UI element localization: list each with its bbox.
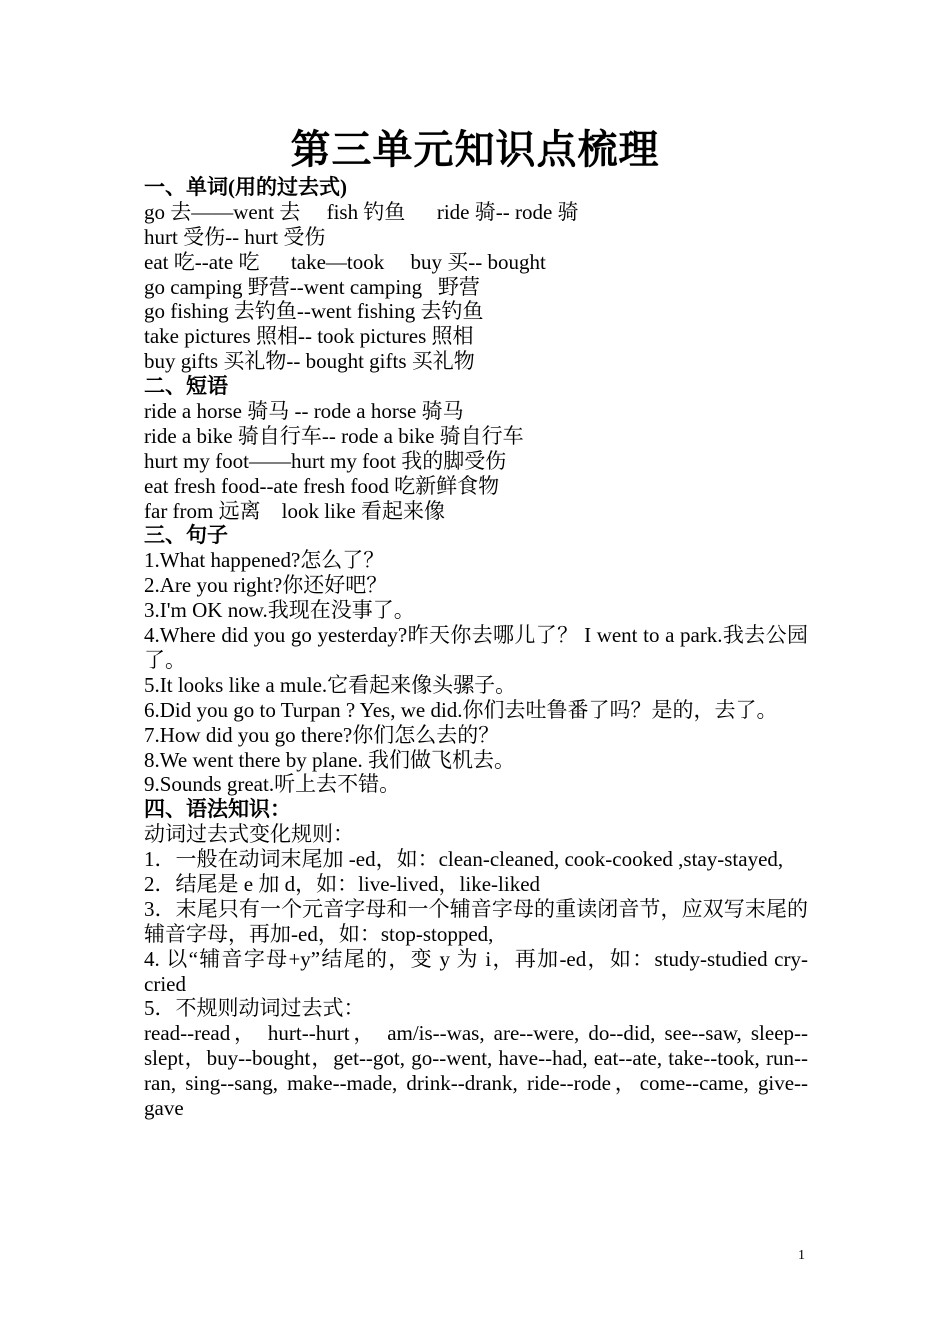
section-heading-sentences: 三、句子 [144, 523, 228, 548]
text-line: eat fresh food--ate fresh food 吃新鲜食物 [144, 473, 500, 498]
text-line: go fishing 去钓鱼--went fishing 去钓鱼 [144, 299, 484, 324]
section-heading-words: 一、单词(用的过去式) [144, 175, 347, 199]
text-line: take pictures 照相-- took pictures 照相 [144, 324, 474, 349]
text-line: 9.Sounds great.听上去不错。 [144, 772, 401, 797]
text-line: 1．一般在动词末尾加 -ed，如：clean-cleaned, cook-cooked ,stay-stayed, [144, 847, 784, 872]
text-line: ride a horse 骑马 -- rode a horse 骑马 [144, 399, 464, 424]
text-line: buy gifts 买礼物-- bought gifts 买礼物 [144, 349, 475, 374]
text-line: hurt my foot——hurt my foot 我的脚受伤 [144, 448, 507, 473]
text-line: eat 吃--ate 吃 take—took buy 买-- bought [144, 249, 546, 274]
text-paragraph: 4. 以“辅音字母+y”结尾的，变 y 为 i，再加-ed，如：study-studied cry-cried [144, 946, 808, 996]
text-line: 7.How did you go there?你们怎么去的？ [144, 722, 500, 747]
text-paragraph: 3．末尾只有一个元音字母和一个辅音字母的重读闭音节，应双写末尾的辅音字母，再加-ed，如：stop-stopped, [144, 896, 808, 946]
text-line: 动词过去式变化规则： [144, 822, 354, 847]
text-line: 6.Did you go to Turpan ? Yes, we did.你们去吐鲁番了吗？是的，去了。 [144, 697, 778, 722]
text-line: 5．不规则动词过去式： [144, 996, 365, 1021]
text-paragraph: 4.Where did you go yesterday?昨天你去哪儿了？ I went to a park.我去公园了。 [144, 623, 808, 672]
text-line: 8.We went there by plane. 我们做飞机去。 [144, 747, 515, 772]
text-line: go 去——went 去 fish 钓鱼 ride 骑-- rode 骑 [144, 199, 579, 224]
text-line: go camping 野营--went camping 野营 [144, 274, 480, 299]
page-number: 1 [798, 1248, 805, 1263]
text-line: 2．结尾是 e 加 d，如：live-lived，like-liked [144, 871, 541, 896]
irregular-verbs-paragraph: read--read， hurt--hurt， am/is--was, are--were, do--did, see--saw, sleep--slept，buy--bought，get--got, go--went, have--had, eat--ate, take--took, run--ran, sing--sang, make--made, drink--drank, ride--rode，come--came, give--gave [144, 1021, 808, 1121]
text-line: 1.What happened?怎么了？ [144, 548, 385, 573]
text-line: 2.Are you right?你还好吧？ [144, 573, 388, 598]
section-heading-phrases: 二、短语 [144, 374, 228, 399]
document-body [144, 175, 808, 1121]
text-line: ride a bike 骑自行车-- rode a bike 骑自行车 [144, 423, 524, 448]
section-heading-grammar: 四、语法知识： [144, 797, 291, 822]
text-line: 3.I'm OK now.我现在没事了。 [144, 598, 415, 623]
text-line: hurt 受伤-- hurt 受伤 [144, 224, 326, 249]
text-line: far from 远离 look like 看起来像 [144, 498, 445, 523]
text-line: 5.It looks like a mule.它看起来像头骡子。 [144, 672, 517, 697]
page-title: 第三单元知识点梳理 [290, 127, 660, 172]
